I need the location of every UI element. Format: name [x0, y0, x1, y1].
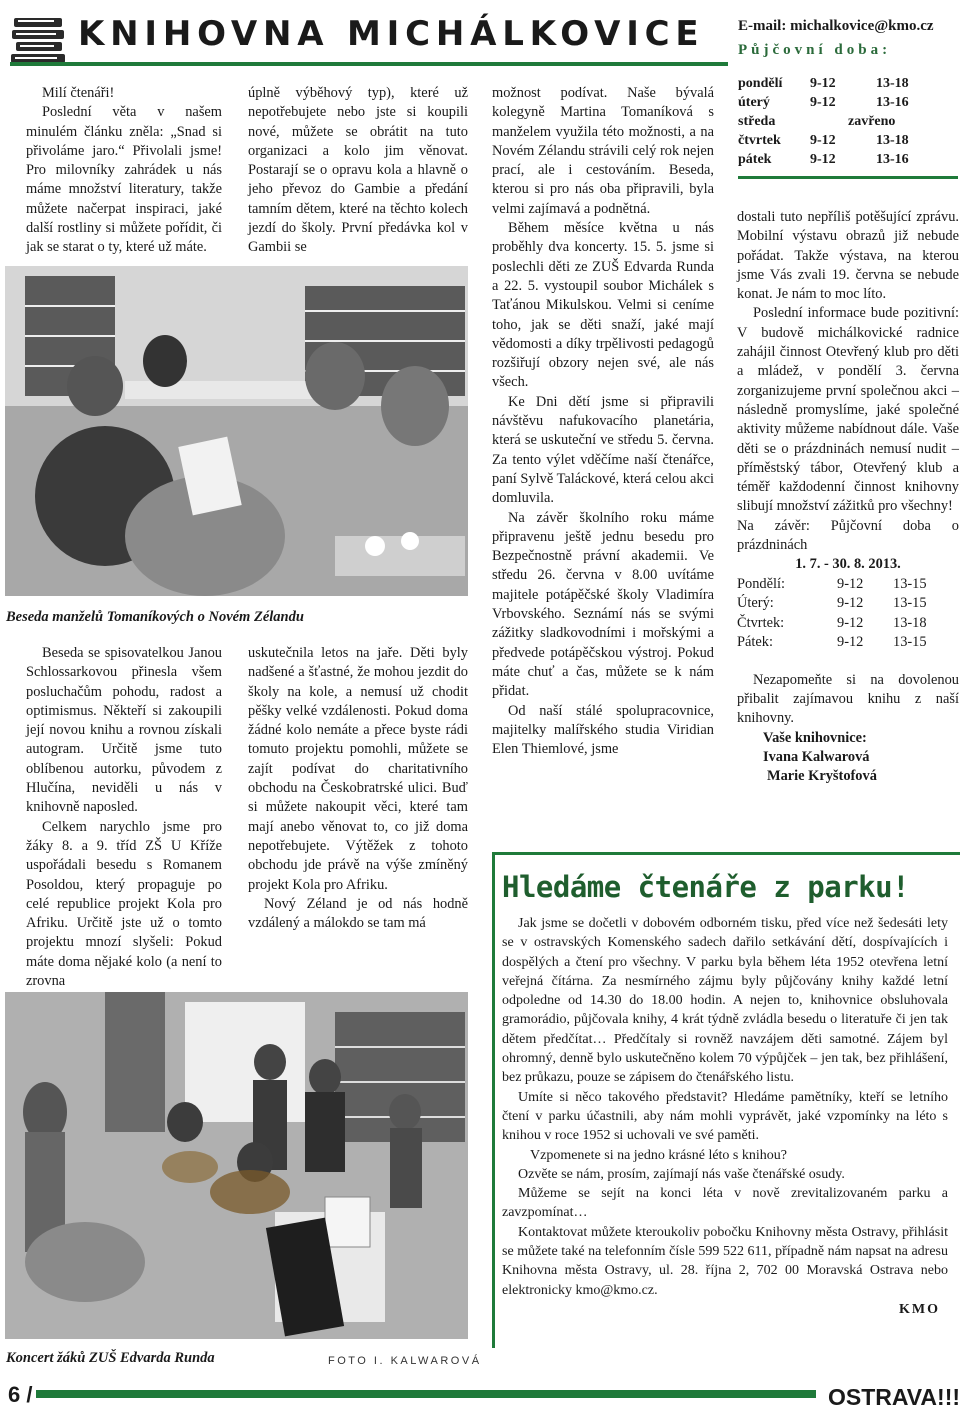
signature-name: Ivana Kalwarová [763, 748, 870, 765]
opening-hours-table [738, 74, 928, 169]
summer-hours-table [737, 575, 927, 653]
photo-caption-top: Beseda manželů Tomaníkových o Novém Zélandu [6, 609, 304, 625]
article-col1-lower [26, 644, 222, 991]
photo-credit: FOTO I. KALWAROVÁ [328, 1355, 482, 1367]
greeting: Milí čtenáři! [42, 85, 115, 101]
article-col4 [737, 208, 959, 786]
article-col2-lower [248, 644, 468, 933]
library-email: E-mail: michalkovice@kmo.cz [738, 18, 934, 34]
summer-hours-row: Úterý: 9-12 13-15 [737, 595, 927, 612]
hours-divider [738, 176, 958, 179]
paragraph: Beseda se spisovatelkou Janou Schlossarkovou přinesla všem posluchačům pohodu, radost a optimismus. Někteří si zakoupili její novou knihu a rovnou získali autogram. Určitě jsme tuto oblíbenou autorku, původem z Hlučína, neviděli u nás v knihovně naposled. [26, 645, 222, 816]
paragraph: Ke Dni dětí jsme si připravili návštěvu nafukovacího planetária, která se uskuteční ve středu 5. června. Za tento výlet vděčíme naší čtenářce, paní Sylvě Taláckové, která celou akci domluvila. [492, 393, 714, 507]
summer-hours-row: Pondělí: 9-12 13-15 [737, 575, 927, 592]
opening-hours-label: Půjčovní doba: [738, 42, 892, 58]
park-box-left-rule [492, 852, 495, 1348]
paragraph: Můžeme se sejít na konci léta v nově zrevitalizovaném parku a zavzpomínat… [502, 1186, 948, 1221]
photo-new-zealand-talk [5, 266, 468, 596]
paragraph: uskutečnila letos na jaře. Děti byly nadšené a šťastné, že mohou jezdit do školy na kole, a nemusí už chodit pěšky velké vzdálenosti. Pokud doma žádné kolo nemáte a přece byste rádi tomuto projektu pomohli, můžete se zajít podívat do charitativního obchodu na Českobratrské ulici. Buď si můžete nakoupit věci, které tam mají anebo věnovat to, co již doma nepotřebujete. Výtěžek z tohoto obchodu jde právě na výše zmíněný projekt Kola pro Afriku. [248, 645, 468, 893]
summer-hours-row: Čtvrtek: 9-12 13-18 [737, 614, 927, 631]
masthead-title: KNIHOVNA MICHÁLKOVICE [78, 14, 705, 54]
hours-row: středa zavřeno [738, 114, 896, 129]
summer-hours-row: Pátek: 9-12 13-15 [737, 634, 927, 651]
paragraph: Nezapomeňte si na dovolenou přibalit zajímavou knihu z naší knihovny. [737, 671, 959, 727]
paragraph: možnost podívat. Naše bývalá kolegyně Martina Tomaníková s manželem využila této možnosti, a na Novém Zélandu strávili celý rok nejen prací, ale i cestováním. Beseda, kterou si pro nás oba připravili, byla velmi zajímavá a podnětná. [492, 85, 714, 217]
paragraph: Ozvěte se nám, prosím, zajímají nás vaše čtenářské osudy. [518, 1166, 845, 1182]
page-number: 6 / [8, 1382, 33, 1407]
masthead-rule [10, 62, 728, 66]
paragraph: Celkem narychlo jsme pro žáky 8. a 9. tříd ZŠ U Kříže uspořádali besedu s Romanem Posoldou, který propaguje po celé republice projekt Kola pro Afriku. Určitě jste už o tomto projektu mnozí slyšeli: Pokud máte doma nějaké kolo (a není to zrovna [26, 818, 222, 990]
signature-name: Marie Kryštofová [767, 768, 877, 785]
hours-row: pondělí 9-12 13-18 [738, 76, 909, 91]
paragraph: Poslední věta v našem minulém článku zněla: „Snad si přivoláme jaro.“ Přivolali jsme! Pro milovníky zahrádek u nás máme množství literatury, takže můžete načerpat inspiraci, jaké další rostliny si můžete pořídit, či jak se starat o ty, které už máte. [26, 104, 222, 256]
photo-concert [5, 992, 468, 1339]
paragraph: Kontaktovat můžete kteroukoliv pobočku Knihovny města Ostravy, přihlásit se můžete také na telefonním čísle 599 522 611, případně nám napsat na adresu Knihovna města Ostravy, ul. 28. října 2, 702 00 Moravská Ostrava nebo elektronicky kmo@kmo.cz. [502, 1224, 948, 1298]
photo-illustration [5, 266, 468, 596]
park-headline: Hledáme čtenáře z parku! [502, 870, 910, 904]
hours-row: úterý 9-12 13-16 [738, 95, 909, 110]
paragraph: Od naší stálé spolupracovnice, majitelky malířského studia Viridian Elen Thiemlové, jsme [492, 702, 714, 758]
park-article [502, 914, 948, 1319]
hours-row: čtvrtek 9-12 13-18 [738, 133, 909, 148]
signature-label: Vaše knihovnice: [763, 729, 867, 746]
paragraph: Během měsíce května u nás proběhly dva koncerty. 15. 5. jsme si poslechli děti ze ZUŠ Edvarda Runda a 22. 5. vystoupil soubor Michálek s Taťánou Mikulskou. Velmi si ceníme toho, jak se děti snaží, jaké mají vědomosti a díky trpělivosti pedagogů rozšiřují obzory nejen své, ale nás všech. [492, 220, 714, 391]
books-stack-icon [10, 14, 68, 64]
paragraph: Umíte si něco takového představit? Hledáme pamětníky, kteří se letního čtení v parku účastnili, aby nám mohli vyprávět, jaké vzpomínky na léto s knihou v roce 1952 si uchovali ve své paměti. [502, 1089, 948, 1144]
photo-illustration [5, 992, 468, 1339]
park-signature: KMO [899, 1301, 940, 1317]
paragraph: Vzpomenete si na jedno krásné léto s knihou? [530, 1147, 787, 1163]
hours-row: pátek 9-12 13-16 [738, 152, 909, 167]
footer-rule [36, 1390, 816, 1398]
footer-city: OSTRAVA!!! [828, 1384, 960, 1410]
paragraph: Nový Zéland je od nás hodně vzdálený a málokdo se tam má [248, 895, 468, 932]
paragraph: Na závěr: Půjčovní doba o prázdninách [737, 517, 959, 554]
paragraph: Na závěr školního roku máme připravenu ještě jednu besedu pro Bezpečnostně právní akademii. Ve středu 26. června v 8.00 uvítáme majitele potápěčské školy Vladimíra Vrbovského. Seznámí nás se svými zážitky sladkovodními i mořskými a předvede potápěčskou výstroj. Pokud máte chuť a čas, můžete se k nám přidat. [492, 509, 714, 700]
park-box-top-rule [492, 852, 960, 855]
paragraph: Poslední informace bude pozitivní: V budově michálkovické radnice zahájil činnost Otevřený klub pro děti a mládež, v pondělí 3. června zorganizujeme první společnou akci – následně promyslíme, jaké společné aktivity můžeme nabídnout dále. Vaše děti se o prázdninách nemusí nudit – příměstský tábor, Otevřený klub a téměř každodenní činnost knihovny slibují množství zážitků pro všechny! [737, 305, 959, 515]
paragraph: dostali tuto nepříliš potěšující zprávu. Mobilní výstavu obrazů již nebude pořádat. Takže výstava, na kterou jsme Vás zvali 19. června se nebude konat. Je nám to moc líto. [737, 209, 959, 303]
article-col3 [492, 84, 714, 759]
article-col1-top [26, 84, 222, 258]
paragraph: Jak jsme se dočetli v dobovém odborném tisku, před více než šedesáti lety se v ostravských Komenského sadech dařilo setkávání dětí, dospívajících i dospělých a čtení pro všechny. V parku byla během léta 1952 otevřena letní veřejná čítárna. Za nesmírného zájmu byly půjčovány knihy každé letní odpoledne od 14.30 do 18.00 hodin. A nejen to, knihovnice obsluhovala gramorádio, půjčovala knihy, 4 krát týdně zvládla besedu o literatuře či jen tak dětem předčítat… Předčítaly si rovněž navzájem děti samotné. Zájem byl ohromný, denně bylo uskutečněno kolem 70 výpůjček – jen tak, bez přihlášení, bez průkazu, pouze se zápisem do čtenářského listu. [502, 916, 948, 1086]
article-col2-top [248, 84, 468, 258]
summer-dates: 1. 7. - 30. 8. 2013. [795, 556, 901, 573]
paragraph: úplně výběhový typ), které už nepotřebujete nebo jste si koupili nové, můžete se obrátit na tuto organizaci a kolo jim věnovat. Postarají se o opravu kola a hlavně o jeho převoz do Gambie a předání tamním dětem, které na těchto kolech jezdí do školy. První předávka kol v Gambii se [248, 85, 468, 256]
photo-caption-bottom: Koncert žáků ZUŠ Edvarda Runda [6, 1350, 215, 1366]
